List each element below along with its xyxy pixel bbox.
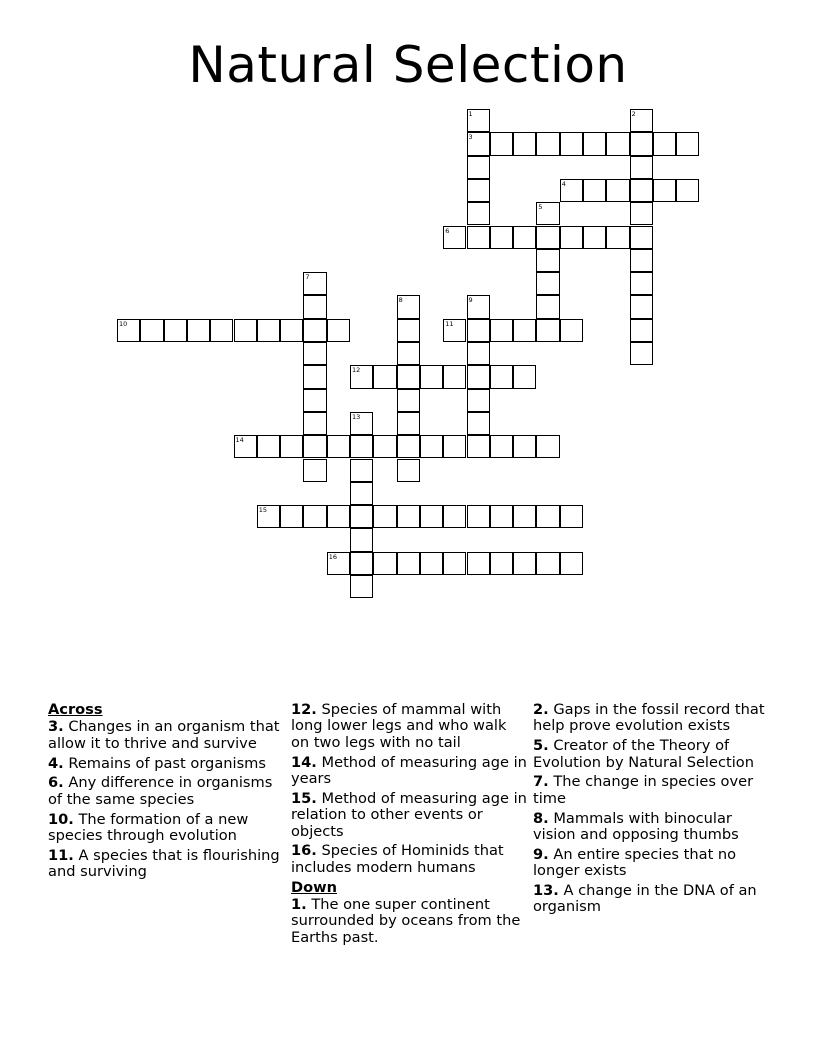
crossword-cell[interactable] [420,505,443,528]
crossword-cell[interactable] [513,552,536,575]
crossword-cell[interactable] [443,365,466,388]
crossword-cell[interactable] [536,552,559,575]
crossword-cell[interactable] [303,505,326,528]
crossword-cell[interactable] [303,295,326,318]
crossword-cell[interactable] [467,389,490,412]
crossword-cell[interactable] [490,505,513,528]
clues-column-2 [291,702,529,950]
crossword-cell[interactable] [350,412,373,435]
crossword-cell[interactable] [117,319,140,342]
crossword-cell[interactable] [397,435,420,458]
crossword-cell[interactable] [676,132,699,155]
crossword-cell[interactable] [397,459,420,482]
crossword-cell[interactable] [467,342,490,365]
cell-number: 7 [305,273,310,282]
crossword-cell[interactable] [420,552,443,575]
crossword-cell[interactable] [536,226,559,249]
clue-down-8: 8. Mammals with binocular vision and opposing thumbs [533,809,739,844]
crossword-cell[interactable] [560,226,583,249]
crossword-cell[interactable] [397,365,420,388]
crossword-cell[interactable] [327,435,350,458]
crossword-cell[interactable] [350,552,373,575]
crossword-cell[interactable] [653,179,676,202]
crossword-cell[interactable] [397,389,420,412]
crossword-cell[interactable] [536,505,559,528]
crossword-cell[interactable] [303,365,326,388]
crossword-cell[interactable] [490,435,513,458]
cell-number: 10 [119,319,128,328]
crossword-cell[interactable] [350,528,373,551]
crossword-cell[interactable] [303,412,326,435]
crossword-cell[interactable] [513,435,536,458]
crossword-cell[interactable] [630,342,653,365]
clue-across-3: 3. Changes in an organism that allow it to thrive and survive [48,718,280,752]
crossword-cell[interactable] [467,319,490,342]
crossword-cell[interactable] [467,505,490,528]
crossword-cell[interactable] [630,295,653,318]
crossword-cell[interactable] [280,435,303,458]
cell-number: 13 [352,412,361,421]
crossword-cell[interactable] [467,156,490,179]
crossword-cell[interactable] [350,435,373,458]
crossword-cell[interactable] [397,552,420,575]
crossword-cell[interactable] [583,226,606,249]
crossword-cell[interactable] [536,202,559,225]
crossword-cell[interactable] [140,319,163,342]
crossword-cell[interactable] [467,435,490,458]
crossword-cell[interactable] [513,505,536,528]
crossword-cell[interactable] [630,109,653,132]
crossword-cell[interactable] [467,179,490,202]
crossword-cell[interactable] [467,552,490,575]
crossword-cell[interactable] [653,132,676,155]
clue-across-12: 12. Species of mammal with long lower legs and who walk on two legs with no tail [291,701,507,751]
crossword-cell[interactable] [234,435,257,458]
crossword-cell[interactable] [443,319,466,342]
page-title: Natural Selection [188,36,628,94]
cell-number: 8 [398,296,403,305]
crossword-cell[interactable] [373,505,396,528]
crossword-cell[interactable] [630,249,653,272]
crossword-cell[interactable] [606,226,629,249]
clue-down-13: 13. A change in the DNA of an organism [533,882,757,916]
cell-number: 14 [235,436,244,445]
crossword-cell[interactable] [257,505,280,528]
crossword-cell[interactable] [303,342,326,365]
crossword-cell[interactable] [327,552,350,575]
crossword-cell[interactable] [467,295,490,318]
cell-number: 16 [328,552,337,561]
cell-number: 12 [352,366,361,375]
crossword-cell[interactable] [560,505,583,528]
crossword-cell[interactable] [164,319,187,342]
crossword-cell[interactable] [373,365,396,388]
clue-down-1: 1. The one super continent surrounded by oceans from the Earths past. [291,896,521,946]
crossword-cell[interactable] [583,179,606,202]
clue-across-15: 15. Method of measuring age in relation to other events or objects [291,789,527,840]
crossword-cell[interactable] [536,132,559,155]
crossword-cell[interactable] [350,365,373,388]
cell-number: 9 [468,296,473,305]
crossword-cell[interactable] [630,179,653,202]
crossword-cell[interactable] [234,319,257,342]
crossword-cell[interactable] [420,435,443,458]
crossword-cell[interactable] [490,365,513,388]
cell-number: 3 [468,133,473,142]
crossword-cell[interactable] [280,505,303,528]
cell-number: 1 [468,110,473,118]
crossword-cell[interactable] [490,226,513,249]
crossword-cell[interactable] [280,319,303,342]
crossword-cell[interactable] [257,435,280,458]
clue-across-11: 11. A species that is flourishing and surviving [48,846,280,881]
crossword-cell[interactable] [513,319,536,342]
crossword-cell[interactable] [467,202,490,225]
crossword-cell[interactable] [536,272,559,295]
crossword-cell[interactable] [443,552,466,575]
crossword-cell[interactable] [513,365,536,388]
crossword-cell[interactable] [560,179,583,202]
crossword-cell[interactable] [397,319,420,342]
crossword-cell[interactable] [443,226,466,249]
crossword-cell[interactable] [630,202,653,225]
clues-column-1 [48,702,288,884]
crossword-cell[interactable] [630,132,653,155]
crossword-cell[interactable] [536,319,559,342]
cell-number: 4 [561,179,566,188]
clue-across-10: 10. The formation of a new species through evolution [48,810,249,845]
crossword-cell[interactable] [467,412,490,435]
crossword-cell[interactable] [303,435,326,458]
crossword-cell[interactable] [490,319,513,342]
crossword-cell[interactable] [536,249,559,272]
crossword-cell[interactable] [397,295,420,318]
cell-number: 15 [258,506,268,515]
crossword-cell[interactable] [630,226,653,249]
crossword-cell[interactable] [443,505,466,528]
crossword-cell[interactable] [420,365,443,388]
crossword-cell[interactable] [373,552,396,575]
crossword-cell[interactable] [606,179,629,202]
crossword-cell[interactable] [490,132,513,155]
crossword-cell[interactable] [257,319,280,342]
crossword-cell[interactable] [303,459,326,482]
crossword-cell[interactable] [560,552,583,575]
clue-across-4: 4. Remains of past organisms [48,754,266,772]
cell-number: 6 [445,226,450,235]
crossword-cell[interactable] [560,319,583,342]
crossword-cell[interactable] [303,272,326,295]
crossword-cell[interactable] [513,132,536,155]
crossword-cell[interactable] [676,179,699,202]
clue-down-2: 2. Gaps in the fossil record that help prove evolution exists [533,701,765,735]
crossword-cell[interactable] [350,482,373,505]
crossword-cell[interactable] [210,319,233,342]
clue-down-5: 5. Creator of the Theory of Evolution by Natural Selection [533,737,754,771]
crossword-cell[interactable] [630,319,653,342]
crossword-cell[interactable] [467,226,490,249]
across-heading: Across [48,701,103,718]
crossword-cell[interactable] [467,109,490,132]
crossword-cell[interactable] [397,412,420,435]
crossword-cell[interactable] [443,435,466,458]
crossword-cell[interactable] [397,505,420,528]
crossword-cell[interactable] [536,295,559,318]
crossword-cell[interactable] [536,435,559,458]
crossword-cell[interactable] [303,319,326,342]
clue-across-6: 6. Any difference in organisms of the same species [48,774,273,808]
clues-column-3 [533,702,773,919]
crossword-cell[interactable] [327,505,350,528]
cell-number: 11 [445,319,454,328]
clue-across-16: 16. Species of Hominids that includes modern humans [291,842,504,876]
crossword-cell[interactable] [373,435,396,458]
clue-down-9: 9. An entire species that no longer exists [533,845,737,880]
crossword-cell[interactable] [467,365,490,388]
crossword-cell[interactable] [560,132,583,155]
crossword-cell[interactable] [490,552,513,575]
crossword-cell[interactable] [606,132,629,155]
clue-across-14: 14. Method of measuring age in years [291,753,527,788]
cell-number: 5 [538,203,543,212]
clue-down-7: 7. The change in species over time [533,773,754,807]
cell-number: 2 [631,110,636,118]
crossword-cell[interactable] [350,459,373,482]
crossword-cell[interactable] [397,342,420,365]
crossword-cell[interactable] [513,226,536,249]
down-heading: Down [291,878,338,896]
crossword-cell[interactable] [467,132,490,155]
crossword-cell[interactable] [187,319,210,342]
crossword-cell[interactable] [350,575,373,598]
crossword-cell[interactable] [583,132,606,155]
crossword-cell[interactable] [327,319,350,342]
crossword-cell[interactable] [303,389,326,412]
crossword-cell[interactable] [630,156,653,179]
crossword-cell[interactable] [350,505,373,528]
crossword-cell[interactable] [630,272,653,295]
